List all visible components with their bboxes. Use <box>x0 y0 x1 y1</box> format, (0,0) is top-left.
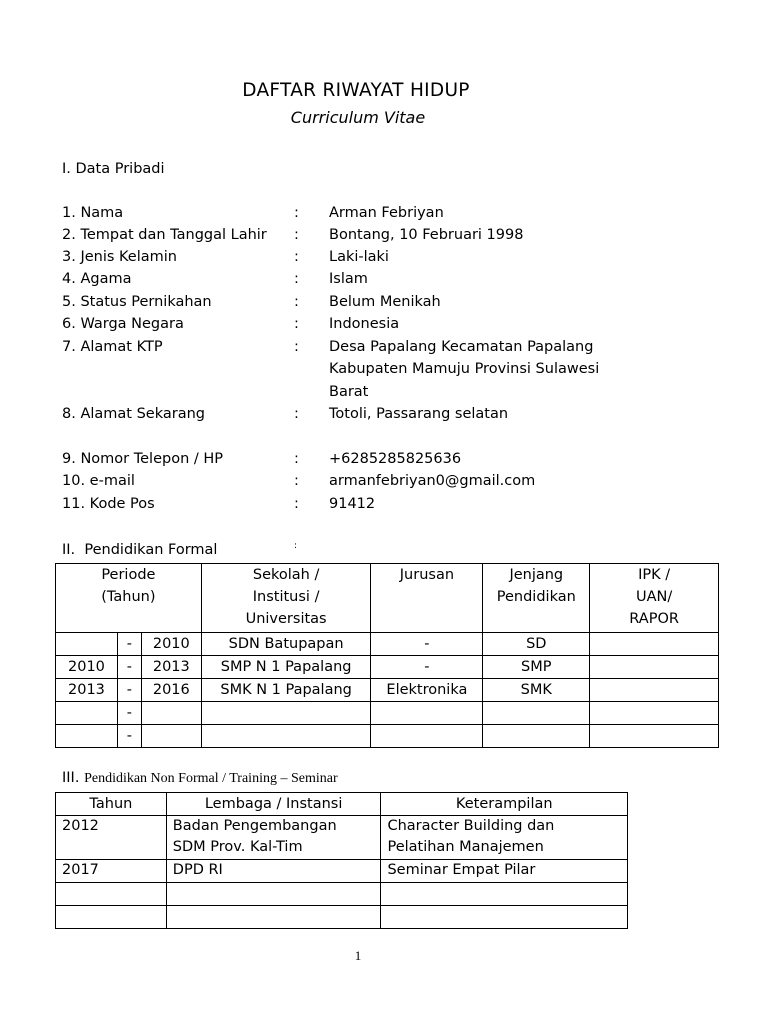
year-from <box>56 702 118 725</box>
field-colon: : <box>294 496 299 512</box>
field-colon: : <box>294 271 299 287</box>
field-label: 5. Status Pernikahan <box>62 294 212 310</box>
training-year <box>56 906 167 929</box>
year-from <box>56 725 118 748</box>
table-header-row <box>56 564 719 633</box>
section-number: III. <box>62 770 80 786</box>
major: - <box>371 656 483 679</box>
education-level: SMK <box>483 679 590 702</box>
field-label: 8. Alamat Sekarang <box>62 406 205 422</box>
field-colon: : <box>294 406 299 422</box>
major: Elektronika <box>371 679 483 702</box>
training-skill: Character Building dan Pelatihan Manajemen <box>381 816 628 860</box>
document-subtitle: Curriculum Vitae <box>290 108 426 127</box>
training-institution: Badan Pengembangan SDM Prov. Kal-Tim <box>166 816 381 860</box>
field-label: 9. Nomor Telepon / HP <box>62 451 224 467</box>
score <box>590 679 719 702</box>
year-from: 2010 <box>56 656 118 679</box>
training-institution <box>166 906 381 929</box>
field-value: Bontang, 10 Februari 1998 <box>329 227 524 243</box>
header-sekolah: Sekolah / Institusi / Universitas <box>201 564 371 633</box>
section-personal-data-heading: I. Data Pribadi <box>62 161 165 177</box>
table-row <box>56 883 628 906</box>
field-value: Laki-laki <box>329 249 389 265</box>
school-name <box>201 725 371 748</box>
training-year: 2017 <box>56 860 167 883</box>
training-skill: Seminar Empat Pilar <box>381 860 628 883</box>
score <box>590 656 719 679</box>
training-year <box>56 883 167 906</box>
field-label: 2. Tempat dan Tanggal Lahir <box>62 227 267 243</box>
year-to <box>141 725 201 748</box>
training-year: 2012 <box>56 816 167 860</box>
field-value: Indonesia <box>329 316 400 332</box>
table-row <box>56 702 719 725</box>
training-skill <box>381 883 628 906</box>
field-colon: : <box>294 294 299 310</box>
field-colon: : <box>294 339 299 355</box>
year-from <box>56 633 118 656</box>
field-colon: : <box>294 451 299 467</box>
field-value: Arman Febriyan <box>329 205 444 221</box>
field-label: 6. Warga Negara <box>62 316 184 332</box>
school-name: SMK N 1 Papalang <box>201 679 371 702</box>
field-value: +6285285825636 <box>329 451 462 467</box>
field-label: 1. Nama <box>62 205 124 221</box>
score <box>590 725 719 748</box>
header-skill: Keterampilan <box>381 793 628 816</box>
header-ipk: IPK / UAN/ RAPOR <box>590 564 719 633</box>
school-name <box>201 702 371 725</box>
table-row <box>56 906 628 929</box>
year-to: 2016 <box>141 679 201 702</box>
education-level <box>483 702 590 725</box>
header-periode: Periode (Tahun) <box>56 564 202 633</box>
table-row <box>56 679 719 702</box>
year-from: 2013 <box>56 679 118 702</box>
table-row <box>56 725 719 748</box>
document-title: DAFTAR RIWAYAT HIDUP <box>242 80 470 101</box>
school-name: SMP N 1 Papalang <box>201 656 371 679</box>
header-year: Tahun <box>56 793 167 816</box>
field-label: 4. Agama <box>62 271 132 287</box>
major <box>371 702 483 725</box>
field-value: armanfebriyan0@gmail.com <box>329 473 536 489</box>
header-institution: Lembaga / Instansi <box>166 793 381 816</box>
year-to: 2013 <box>141 656 201 679</box>
table-header-row <box>56 793 628 816</box>
table-row <box>56 633 719 656</box>
major <box>371 725 483 748</box>
field-colon: : <box>294 316 299 332</box>
field-value: Islam <box>329 271 368 287</box>
field-label: 7. Alamat KTP <box>62 339 163 355</box>
nonformal-education-table <box>55 792 628 929</box>
year-dash: - <box>117 633 141 656</box>
field-label: 3. Jenis Kelamin <box>62 249 177 265</box>
education-level: SD <box>483 633 590 656</box>
year-to <box>141 702 201 725</box>
training-skill <box>381 906 628 929</box>
year-dash: - <box>117 725 141 748</box>
header-jurusan: Jurusan <box>371 564 483 633</box>
section-nonformal-education-heading <box>62 770 338 787</box>
field-value: Totoli, Passarang selatan <box>329 406 509 422</box>
training-institution: DPD RI <box>166 860 381 883</box>
score <box>590 702 719 725</box>
field-label: 10. e-mail <box>62 473 135 489</box>
year-dash: - <box>117 702 141 725</box>
field-colon: : <box>294 205 299 221</box>
year-to: 2010 <box>141 633 201 656</box>
field-label: 11. Kode Pos <box>62 496 155 512</box>
field-value-continued: Barat <box>329 384 369 400</box>
field-colon: : <box>294 249 299 265</box>
table-row <box>56 860 628 883</box>
page-number: 1 <box>354 948 362 963</box>
field-colon: : <box>294 473 299 489</box>
year-dash: - <box>117 679 141 702</box>
table-row <box>56 816 628 860</box>
formal-education-table <box>55 563 719 748</box>
major: - <box>371 633 483 656</box>
education-level: SMP <box>483 656 590 679</box>
field-value-continued: Kabupaten Mamuju Provinsi Sulawesi <box>329 361 600 377</box>
section-heading-colon: : <box>294 541 298 551</box>
section-title: Pendidikan Non Formal / Training – Seminar <box>84 771 338 786</box>
field-value: 91412 <box>329 496 376 512</box>
field-value: Desa Papalang Kecamatan Papalang <box>329 339 594 355</box>
table-row <box>56 656 719 679</box>
field-value: Belum Menikah <box>329 294 441 310</box>
header-jenjang: Jenjang Pendidikan <box>483 564 590 633</box>
education-level <box>483 725 590 748</box>
school-name: SDN Batupapan <box>201 633 371 656</box>
training-institution <box>166 883 381 906</box>
field-colon: : <box>294 227 299 243</box>
year-dash: - <box>117 656 141 679</box>
score <box>590 633 719 656</box>
section-formal-education-heading: II. Pendidikan Formal <box>62 542 218 558</box>
